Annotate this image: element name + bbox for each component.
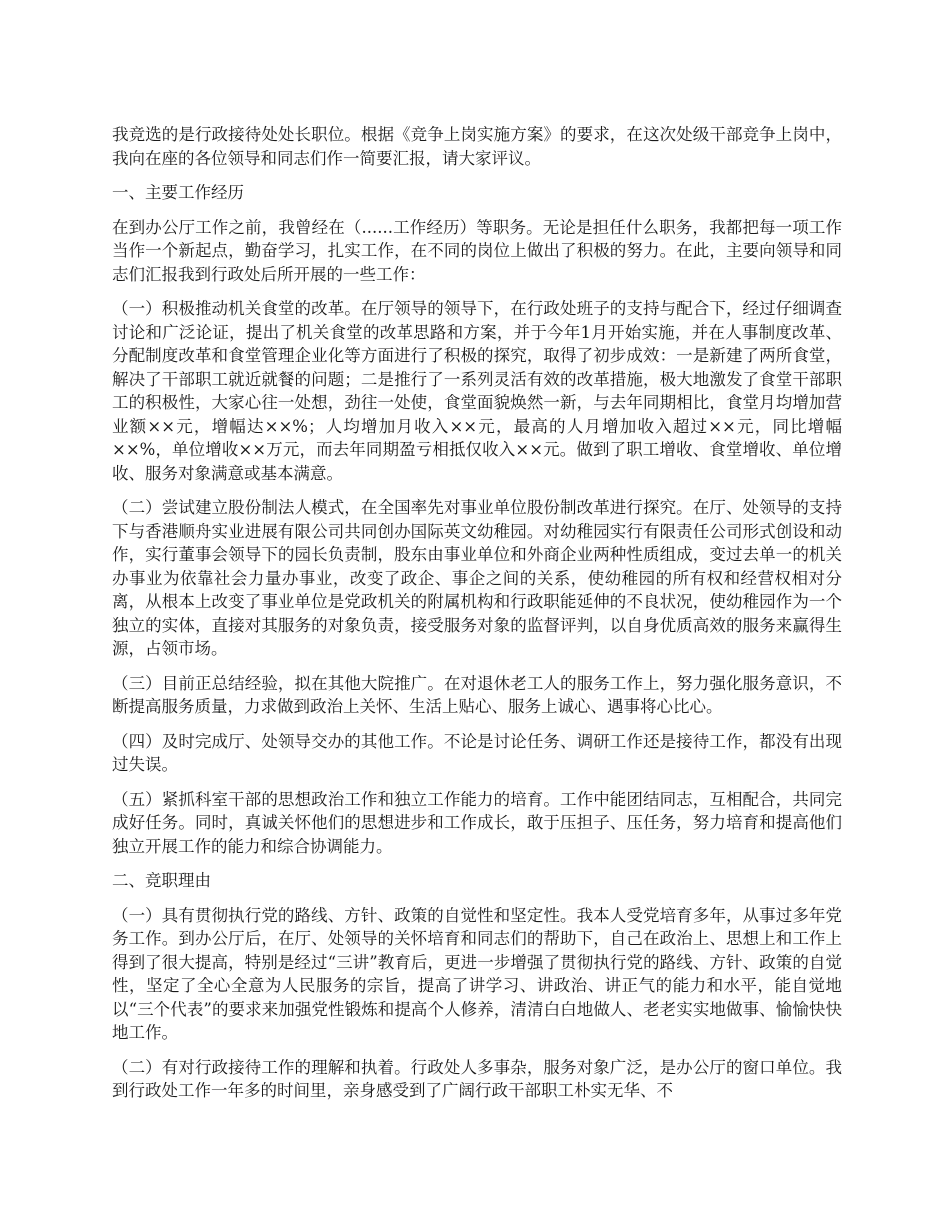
reason-understanding-work: （二）有对行政接待工作的理解和执着。行政处人多事杂，服务对象广泛，是办公厅的窗口单位。我到行政处工作一年多的时间里，亲身感受到了广阔行政干部职工朴实无华、不 [112,1057,842,1100]
item-staff-training: （五）紧抓科室干部的思想政治工作和独立工作能力的培育。工作中能团结同志，互相配合，共同完成好任务。同时，真诚关怀他们的思想进步和工作成长，敢于压担子、压任务，努力培育和提高他们独立开展工作的能力和综合协调能力。 [112,789,842,856]
item-other-tasks: （四）及时完成厅、处领导交办的其他工作。不论是讨论任务、调研工作还是接待工作，都没有出现过失误。 [112,731,842,774]
reason-political-awareness: （一）具有贯彻执行党的路线、方针、政策的自觉性和坚定性。我本人受党培育多年，从事过多年党务工作。到办公厅后，在厅、处领导的关怀培育和同志们的帮助下，自己在政治上、思想上和工作上得到了很大提高，特别是经过“三讲”教育后，更进一步增强了贯彻执行党的路线、方针、政策的自觉性，坚定了全心全意为人民服务的宗旨，提高了讲学习、讲政治、讲正气的能力和水平，能自觉地以“三个代表”的要求来加强党性锻炼和提高个人修养，清清白白地做人、老老实实地做事、愉愉快快地工作。 [112,905,842,1042]
section-heading-work-experience: 一、主要工作经历 [112,183,244,202]
item-canteen-reform: （一）积极推动机关食堂的改革。在厅领导的领导下，在行政处班子的支持与配合下，经过仔细调查讨论和广泛论证，提出了机关食堂的改革思路和方案，并于今年1月开始实施，并在人事制度改革、分配制度改革和食堂管理企业化等方面进行了积极的探究，取得了初步成效：一是新建了两所食堂，解决了干部职工就近就餐的问题；二是推行了一系列灵活有效的改革措施，极大地激发了食堂干部职工的积极性，大家心往一处想，劲往一处使，食堂面貌焕然一新，与去年同期相比，食堂月均增加营业额××元，增幅达××%；人均增加月收入××元，最高的人月增加收入超过××元，同比增幅××%，单位增收××万元，而去年同期盈亏相抵仅收入××元。做到了职工增收、食堂增收、单位增收、服务对象满意或基本满意。 [112,299,842,483]
intro-paragraph: 我竞选的是行政接待处处长职位。根据《竞争上岗实施方案》的要求，在这次处级干部竞争上岗中，我向在座的各位领导和同志们作一简要汇报，请大家评议。 [112,125,842,168]
item-summarize-experience: （三）目前正总结经验，拟在其他大院推广。在对退休老工人的服务工作上，努力强化服务意识，不断提高服务质量，力求做到政治上关怀、生活上贴心、服务上诚心、遇事将心比心。 [112,673,842,716]
item-shareholding-reform: （二）尝试建立股份制法人模式，在全国率先对事业单位股份制改革进行探究。在厅、处领导的支持下与香港顺舟实业进展有限公司共同创办国际英文幼稚园。对幼稚园实行有限责任公司形式创设和动作，实行董事会领导下的园长负责制，股东由事业单位和外商企业两种性质组成，变过去单一的机关办事业为依靠社会力量办事业，改变了政企、事企之间的关系，使幼稚园的所有权和经营权相对分离，从根本上改变了事业单位是党政机关的附属机构和行政职能延伸的不良状况，使幼稚园作为一个独立的实体，直接对其服务的对象负责，接受服务对象的监督评判，以自身优质高效的服务来赢得生源，占领市场。 [112,498,842,658]
section-heading-reasons: 二、竞职理由 [112,871,211,890]
work-experience-paragraph: 在到办公厅工作之前，我曾经在（......工作经历）等职务。无论是担任什么职务，我都把每一项工作当作一个新起点，勤奋学习，扎实工作，在不同的岗位上做出了积极的努力。在此，主要向领导和同志们汇报我到行政处后所开展的一些工作： [112,217,842,284]
document-body [112,123,842,1114]
